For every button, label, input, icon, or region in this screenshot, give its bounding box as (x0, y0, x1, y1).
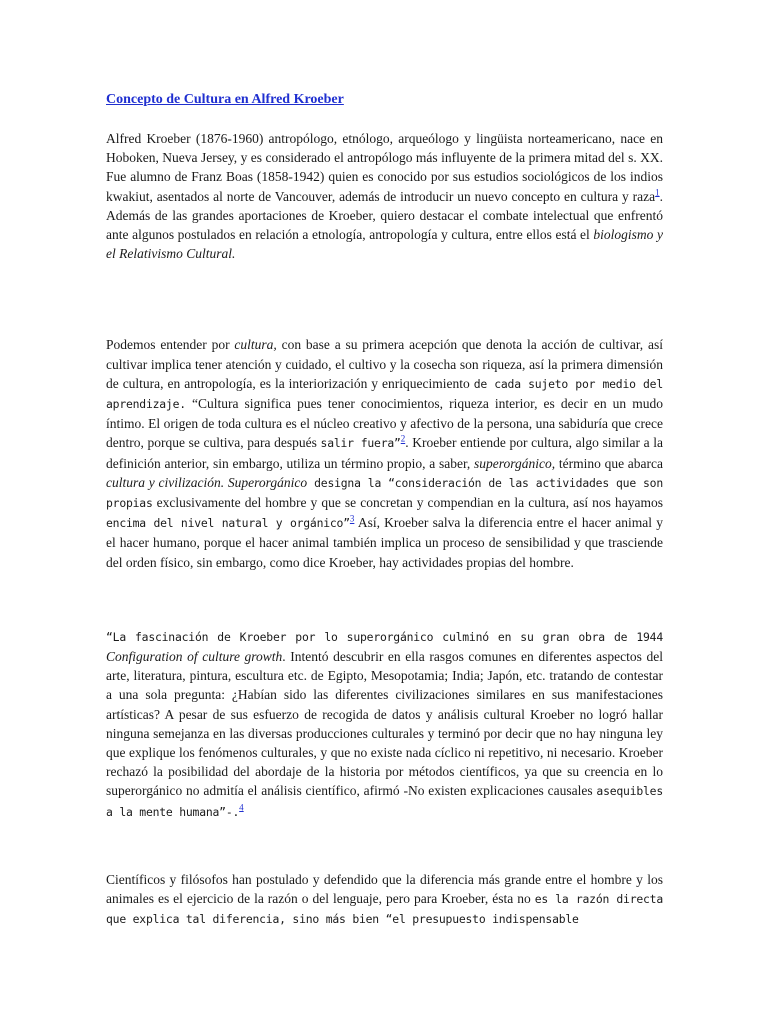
paragraph-2 (106, 335, 663, 571)
text-run: Así, Kroeber salva la diferencia entre el hacer animal y el hacer humano, porque el hacer animal también implica un proceso de sensibilidad y que trasciende del orden físico, sin embargo, como dice Kroeber, hay actividades propias del hombre. (106, 515, 663, 570)
mono-text-run: “La fascinación de Kroeber por lo superorgánico culminó en su gran obra de 1944 (106, 629, 663, 644)
footnote-link-4[interactable]: 4 (239, 802, 244, 813)
text-run: Alfred Kroeber (1876-1960) antropólogo, etnólogo, arqueólogo y lingüista norteamericano, nace en Hoboken, Nueva Jersey, y es considerado el antropólogo más influyente de la primera mitad del s. XX. Fue alumno de Franz Boas (1858-1942) quien es conocido por sus estudios sociológicos de los indios kwakiut, asentados al norte de Vancouver, además de introducir un nuevo concepto en cultura y raza (106, 131, 663, 204)
italic-text: superorgánico, (474, 455, 556, 471)
text-run: exclusivamente del hombre y que se concretan y compendian en la cultura, así nos hayamos (152, 495, 663, 511)
document-title-link[interactable]: Concepto de Cultura en Alfred Kroeber (106, 92, 344, 107)
text-run: “Cultura significa pues tener conocimientos, riqueza interior, es decir en un mudo íntimo. El origen de toda cultura es el núcleo creativo y afectivo de la persona, una sabiduría que crece dentro, porque se cultiva, para después (106, 396, 663, 451)
footnote-ref-4 (239, 802, 244, 812)
footnote-link-3[interactable]: 3 (349, 513, 355, 524)
paragraph-4 (106, 870, 663, 930)
italic-text: Configuration of culture growth (106, 649, 283, 665)
footnote-link-2[interactable]: 2 (400, 433, 406, 444)
text-run: con base a su primera acepción que denota la acción de cultivar, así cultivar implica tener atención y cuidado, el cultivo y la cosecha son riqueza, así la primera dimensión de cultura, en antropología, es la interiorización y enriquecimiento (106, 337, 663, 391)
text-run: . Además de las grandes aportaciones de Kroeber, quiero destacar el combate intelectual que enfrentó ante algunos postulados en relación a etnología, antropología y cultura, entre ellos está el (106, 188, 663, 243)
text-run: término que abarca (555, 455, 663, 471)
italic-text: cultura y civilización. Superorgánico (106, 474, 308, 490)
mono-text-run: encima del nivel natural y orgánico” (106, 516, 350, 531)
text-run: Científicos y filósofos han postulado y defendido que la diferencia más grande entre el hombre y los animales es el ejercicio de la razón o del lenguaje, pero para Kroeber, ésta no (106, 871, 663, 907)
paragraph-3 (106, 627, 663, 822)
text-run: . Intentó descubrir en ella rasgos comunes en diferentes aspectos del arte, literatura, pintura, escultura etc. de Egipto, Mesopotamia; India; Japón, etc. tratando de contestar a una sola pregunta: ¿Habían sido las diferentes civilizaciones similares en sus manifestaciones artísticas? A pesar de sus esfuerzo de recogida de datos y análisis cultural Kroeber no logró hallar ninguna semejanza en las diversas producciones culturales y terminó por decir que no hay ninguna ley que explique los fenómenos culturales, y que no existe nada cíclico ni repetitivo, ni necesario. Kroeber rechazó la posibilidad del abordaje de la historia por métodos científicos, ya que su creencia en lo superorgánico no admitía el análisis científico, afirmó -No existen explicaciones causales (106, 649, 663, 799)
text-run: . Kroeber entiende por cultura, algo similar a la definición anterior, sin embargo, utiliza un término propio, a saber, (106, 435, 663, 471)
mono-text-run: salir fuera” (320, 436, 401, 451)
italic-text: biologismo y el Relativismo Cultural. (106, 227, 663, 262)
italic-text: cultura, (234, 337, 277, 353)
paragraph-1 (106, 129, 663, 263)
text-run: Podemos entender por (106, 337, 235, 353)
footnote-link-1[interactable]: 1 (655, 187, 660, 198)
mono-text-run: es la razón directa que explica tal diferencia, sino más bien “el presupuesto indispensable (106, 892, 663, 927)
mono-text-run: de cada sujeto por medio del aprendizaje. (106, 376, 663, 412)
mono-text-run: asequibles a la mente humana”-. (106, 784, 663, 819)
mono-text-run: designa la “consideración de las actividades que son propias (106, 475, 663, 511)
